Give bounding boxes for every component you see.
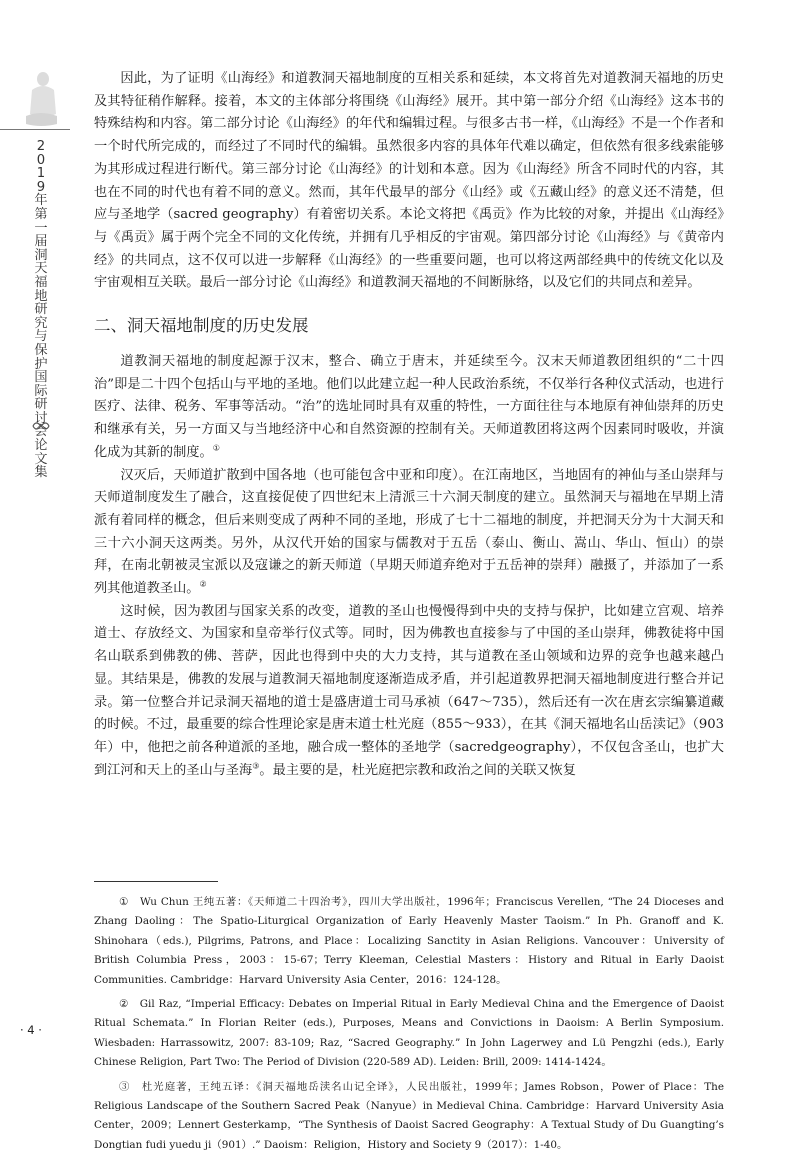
- intro-paragraph: 因此，为了证明《山海经》和道教洞天福地制度的互相关系和延续，本文将首先对道教洞天福地的历史及其特征稍作解释。接着，本文的主体部分将围绕《山海经》展开。其中第一部分介绍《山海经》这本书的特殊结构和内容。第二部分讨论《山海经》的年代和编辑过程。与很多古书一样，《山海经》不是一个作者和一个时代所完成的，而经过了不同时代的编辑。虽然很多内容的具体年代难以确定，但依然有很多线索能够为其形成过程进行断代。第三部分讨论《山海经》的计划和本意。因为《山海经》所含不同时代的内容，其也在不同的时代也有着不同的意义。然而，其年代最早的部分《山经》或《五藏山经》的意义还不清楚，但应与圣地学（sacred geography）有着密切关系。本论文将把《禹贡》作为比较的对象，并提出《山海经》与《禹贡》属于两个完全不同的文化传统，并拥有几乎相反的宇宙观。第四部分讨论《山海经》与《黄帝内经》的共同点，这不仅可以进一步解释《山海经》的一些重要问题，也可以将这两部经典中的传统文化以及宇宙观相互关联。最后一部分讨论《山海经》和道教洞天福地的不间断脉络，以及它们的共同点和差异。: [94, 71, 724, 291]
- main-content: [94, 68, 724, 782]
- footnote-ref: ③: [252, 761, 260, 771]
- footnote-ref: ①: [212, 443, 220, 453]
- footnote: ① Wu Chun 王纯五著：《天师道二十四治考》，四川大学出版社，1996年；Franciscus Verellen, “The 24 Dioceses and Zhang Daoling：The Spatio-Liturgical Organization of Early Heavenly Master Taoism.” In Ph. Granoff and K. Shinohara（eds.), Pilgrims, Patrons, and Place：Localizing Sanctity in Asian Religions. Vancouver：University of British Columbia Press，2003：15-67；Terry Kleeman, Celestial Masters：History and Ritual in Early Daoist Communities. Cambridge：Harvard University Asia Center，2016：124-128。: [94, 896, 724, 986]
- body-paragraph: 这时候，因为教团与国家关系的改变，道教的圣山也慢慢得到中央的支持与保护，比如建立宫观、培养道士、存放经文、为国家和皇帝举行仪式等。同时，因为佛教也直接参与了中国的圣山崇拜，佛教徒将中国名山联系到佛教的佛、菩萨，因此也得到中央的大力支持，其与道教在圣山领域和边界的竞争也越来越凸显。其结果是，佛教的发展与道教洞天福地制度逐渐造成矛盾，并引起道教界把洞天福地制度进行整合并记录。第一位整合并记录洞天福地的道士是盛唐道士司马承祯（647～735），然后还有一次在唐玄宗编纂道藏的时候。不过，最重要的综合性理论家是唐末道士杜光庭（855～933），在其《洞天福地名山岳渎记》（903年）中，他把之前各种道派的圣地，融合成一整体的圣地学（sacredgeography），不仅包含圣山，也扩大到江河和天上的圣山与圣海③。最主要的是，杜光庭把宗教和政治之间的关联又恢复: [94, 603, 724, 778]
- body-paragraph: 道教洞天福地的制度起源于汉末，整合、确立于唐末，并延续至今。汉末天师道教团组织的“二十四治”即是二十四个包括山与平地的圣地。他们以此建立起一种人民政治系统，不仅举行各种仪式活动，也进行医疗、法律、税务、军事等活动。“治”的选址同时具有双重的特性，一方面往往与本地原有神仙崇拜的历史和继承有关，另一方面又与当地经济中心和自然资源的控制有关。天师道教团将这两个因素同时吸收，并演化成为其新的制度。①: [94, 354, 724, 460]
- footnote: ③ 杜光庭著，王纯五译：《洞天福地岳渎名山记全译》，人民出版社，1999年；James Robson，Power of Place：The Religious Landscape of the Southern Sacred Peak（Nanyue）in Medieval China. Cambridge：Harvard University Asia Center，2009；Lennert Gesterkamp，“The Synthesis of Daoist Sacred Geography：A Textual Study of Du Guangting’s Dongtian fudi yuedu ji（901）.” Daoism：Religion，History and Society 9（2017）：1-40。: [94, 1080, 724, 1151]
- book-title-vertical: 2019年第一届洞天福地研究与保护国际研讨会论文集: [34, 139, 48, 481]
- ornament-icon: [31, 419, 51, 433]
- footnote: ② Gil Raz, “Imperial Efficacy: Debates on Imperial Ritual in Early Medieval China and the Emergence of Daoist Ritual Schemata.” In Florian Reiter (eds.), Purposes, Means and Convictions in Daoism: A Berlin Symposium. Wiesbaden: Harrassowitz, 2007: 83-109; Raz, “Sacred Geography.” In John Lagerwey and Lü Pengzhi (eds.), Early Chinese Religion, Part Two: The Period of Division (220-589 AD). Leiden: Brill, 2009: 1414-1424。: [94, 998, 724, 1069]
- sidebar-rule: [0, 129, 70, 130]
- page-number: · 4 ·: [20, 1023, 42, 1037]
- meditating-figure-icon: [24, 70, 58, 128]
- footnote-separator: [94, 881, 218, 882]
- footnote-ref: ②: [199, 579, 207, 589]
- footnotes: [94, 893, 724, 1160]
- section-heading: 二、洞天福地制度的历史发展: [94, 316, 309, 336]
- sidebar: [0, 0, 70, 1077]
- body-paragraph: 汉灭后，天师道扩散到中国各地（也可能包含中亚和印度）。在江南地区，当地固有的神仙与圣山崇拜与天师道制度发生了融合，这直接促使了四世纪末上清派三十六洞天制度的建立。虽然洞天与福地在早期上清派有着同样的概念，但后来则变成了两种不同的圣地，形成了七十二福地的制度，并把洞天分为十大洞天和三十六小洞天这两类。另外，从汉代开始的国家与儒教对于五岳（泰山、衡山、嵩山、华山、恒山）的崇拜，在南北朝被灵宝派以及寇谦之的新天师道（早期天师道弃绝对于五岳神的崇拜）融摄了，并添加了一系列其他道教圣山。②: [94, 467, 724, 597]
